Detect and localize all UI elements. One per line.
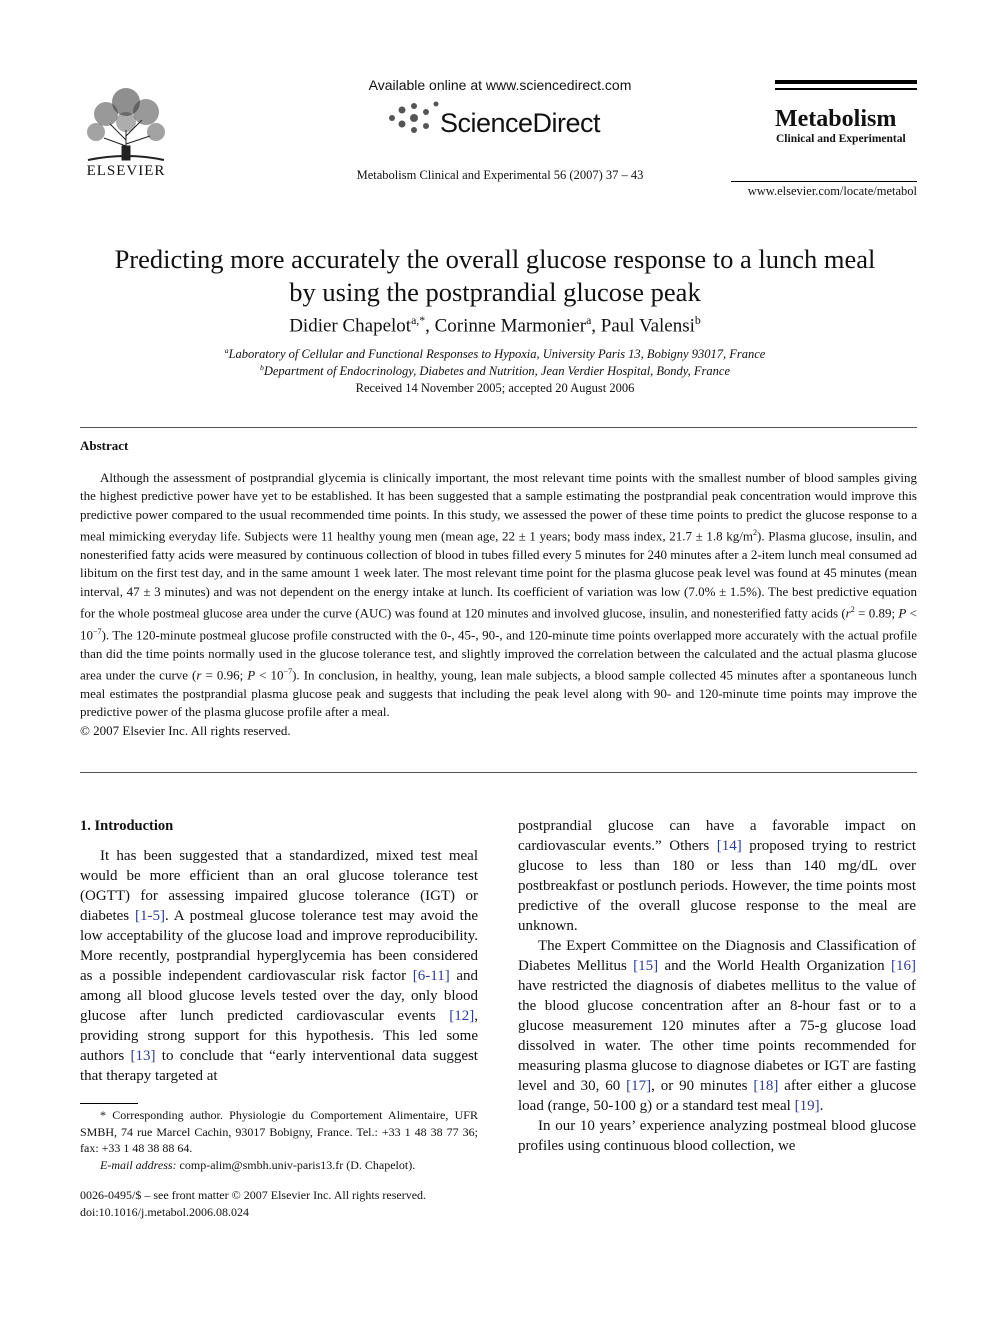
abstract-var: P <box>898 605 907 621</box>
body-text: . <box>819 1098 824 1114</box>
body-text: It has been suggested that a standardized, mixed test meal would be more efficient than an oral glucose tolerance test (OGTT) for assessing impaired glucose tolerance (IGT) or diabetes <box>80 848 478 924</box>
sciencedirect-wordmark: ScienceDirect <box>440 108 601 138</box>
author-sup: b <box>694 314 701 327</box>
body-text: postprandial glucose can have a favorable impact on cardiovascular events.” Others <box>518 818 916 854</box>
citation-link[interactable]: [12] <box>449 1008 475 1024</box>
abstract-text: ). Plasma glucose, insulin, and nonesterified fatty acids were measured by continuous collection of blood in tubes filled every 5 minutes for 240 minutes after a 2-item lunch meal consumed ad libitum on the first test day, and in the same amount 1 week later. The most relevant time point for the plasma glucose peak level was found at 45 minutes (mean interval, 47 ± 3 minutes) and was not dependent on the energy intake at lunch. Its coefficient of variation was low (7.0% ± 1.5%). The best predictive equation for the whole postmeal glucose area under the curve (AUC) was found at 120 minutes and involved glucose, insulin, and nonesterified fatty acids ( <box>80 528 917 621</box>
elsevier-wordmark: ELSEVIER <box>86 163 166 179</box>
corresponding-author-footnote <box>80 1107 478 1173</box>
citation-link[interactable]: [15] <box>633 958 659 974</box>
affiliation-text: Department of Endocrinology, Diabetes and Nutrition, Jean Verdier Hospital, Bondy, France <box>263 364 731 379</box>
citation-link[interactable]: [14] <box>716 838 742 854</box>
section-heading: 1. Introduction <box>80 818 174 834</box>
journal-brand-subtitle: Clinical and Experimental <box>776 133 906 145</box>
journal-brand-title: Metabolism <box>775 106 897 132</box>
footnote-rule <box>80 1103 138 1104</box>
abstract-var: r <box>845 605 851 621</box>
abstract-text: ). In conclusion, in healthy, young, lean male subjects, a blood sample collected 45 minutes after a spontaneous lunch meal estimates the postprandial plasma glucose peak and suggests that including the peak level along with 90- and 120-minute time points may improve the predictive power of the plasma glucose profile after a meal. <box>80 667 917 720</box>
body-paragraph: In our 10 years’ experience analyzing postmeal blood glucose profiles using continuous blood collection, we <box>518 1118 916 1154</box>
author-name: Paul Valensi <box>600 315 695 337</box>
abstract-text: = 0.96; <box>201 667 248 683</box>
brand-rule-thin <box>775 88 917 90</box>
abstract-copyright: © 2007 Elsevier Inc. All rights reserved. <box>80 722 291 738</box>
abstract-sup: −7 <box>283 667 293 677</box>
footnote-text: * Corresponding author. Physiologie du Comportement Alimentaire, UFR SMBH, 74 rue Marcel Cachin, 93017 Bobigny, France. Tel.: +33 1 48 38 77 36; fax: +33 1 48 38 88 64. <box>80 1108 478 1155</box>
body-text: to conclude that “early interventional data suggest that therapy targeted at <box>80 1048 478 1084</box>
body-paragraph <box>518 816 916 936</box>
body-column-left <box>80 846 478 1086</box>
citation-link[interactable]: [18] <box>753 1078 779 1094</box>
abstract-text: < 10 <box>80 605 917 643</box>
citation-link[interactable]: [16] <box>891 958 916 974</box>
abstract-var: r <box>196 667 202 683</box>
abstract-text: = 0.89; <box>854 605 899 621</box>
affiliation-b <box>0 363 990 379</box>
affiliation-sup: a <box>224 346 229 355</box>
brand-rule-thick <box>775 80 917 84</box>
body-text: . A postmeal glucose tolerance test may avoid the low acceptability of the glucose load and improve reproducibility. More recently, postprandial hyperglycemia has been considered as a possible independent cardiovascular risk factor <box>80 908 478 984</box>
abstract-bottom-rule <box>80 772 917 773</box>
citation-link[interactable]: [1-5] <box>135 908 165 924</box>
doi-line[interactable]: doi:10.1016/j.metabol.2006.08.024 <box>80 1204 249 1219</box>
citation-link[interactable]: [13] <box>130 1048 156 1064</box>
body-text: , providing strong support for this hypothesis. This led some authors <box>80 1008 478 1064</box>
citation-link[interactable]: [17] <box>626 1078 652 1094</box>
body-column-right <box>518 816 916 1156</box>
abstract-sup: 2 <box>850 605 855 615</box>
affiliation-text: Laboratory of Cellular and Functional Responses to Hypoxia, University Paris 13, Bobigny 93017, France <box>228 347 766 362</box>
body-text: and the World Health Organization <box>658 958 891 974</box>
body-text: , or 90 minutes <box>651 1078 754 1094</box>
front-matter <box>80 1187 478 1220</box>
issn-line: 0026-0495/$ – see front matter © 2007 Elsevier Inc. All rights reserved. <box>80 1188 427 1202</box>
email-address[interactable]: comp-alim@smbh.univ-paris13.fr (D. Chapelot). <box>176 1157 416 1172</box>
body-paragraph <box>518 936 916 1116</box>
abstract-var: P <box>247 667 256 683</box>
author-list: Didier Chapelot$^{a,*}$, Corinne Marmonier$^a$, Paul Valensi$^b$ <box>289 314 701 337</box>
abstract-text: < 10 <box>255 667 284 683</box>
received-dates: Received 14 November 2005; accepted 20 August 2006 <box>355 381 635 395</box>
affiliation-a <box>0 346 990 362</box>
citation-link[interactable]: [6-11] <box>412 968 450 984</box>
affiliation-sup: b <box>259 363 264 372</box>
abstract-sup: 2 <box>752 528 757 538</box>
abstract-heading: Abstract <box>80 438 129 453</box>
abstract-text: Although the assessment of postprandial glycemia is clinically important, the most relevant time points with the smallest number of blood samples giving the highest predictive power have yet to be established. It has been suggested that a sample estimating the postprandial peak concentration would improve this predictive power compared to the usual recommended time points. In this study, we assessed the power of these time points to predict the glucose response to a meal mimicking everyday life. Subjects were 11 healthy young men (mean age, 22 ± 1 years; body mass index, 21.7 ± 1.8 kg/m <box>80 470 917 544</box>
available-online-text: Available online at www.sciencedirect.com <box>368 77 632 93</box>
footnote-email-line <box>80 1157 478 1174</box>
author-name: Didier Chapelot <box>289 315 412 337</box>
body-text: have restricted the diagnosis of diabetes mellitus to the value of the blood glucose concentration after an 8-hour fast or to a glucose measurement 120 minutes after a 75-g glucose load dissolved in water. The other time points recommended for measuring plasma glucose to diagnose diabetes or IGT are fasting level and 30, 60 <box>518 978 916 1094</box>
abstract-text: ). The 120-minute postmeal glucose profile constructed with the 0-, 45-, 90-, and 120-minute time points overlapped more accurately with the actual profile than did the time points normally used in the glucose tolerance test, and slightly improved the correlation between the calculated and the actual plasma glucose area under the curve ( <box>80 627 917 683</box>
author-name: Corinne Marmonier <box>434 315 587 337</box>
email-label: E-mail address: <box>100 1157 177 1172</box>
article-title: Predicting more accurately the overall glucose response to a lunch meal by using the postprandial glucose peak <box>114 244 876 307</box>
citation-link[interactable]: [19] <box>794 1098 820 1114</box>
abstract-top-rule <box>80 427 917 428</box>
body-paragraph <box>80 846 478 1086</box>
journal-reference: Metabolism Clinical and Experimental 56 (2007) 37 – 43 <box>356 168 644 182</box>
body-text: after either a glucose load (range, 50-100 g) or a standard test meal <box>518 1078 916 1114</box>
body-text: proposed trying to restrict glucose to less than 180 or less than 140 mg/dL over postbreakfast or postlunch periods. However, the time points most predictive of the overall glucose response to the meal are unknown. <box>518 838 916 934</box>
body-text: The Expert Committee on the Diagnosis and Classification of Diabetes Mellitus <box>518 938 916 974</box>
author-sup: a,* <box>411 314 426 327</box>
abstract-sup: −7 <box>93 626 102 636</box>
abstract-body <box>80 469 917 740</box>
body-text: and among all blood glucose levels tested over the day, only blood glucose after lunch predicted cardiovascular events <box>80 968 478 1024</box>
journal-url-link[interactable]: www.elsevier.com/locate/metabol <box>747 184 917 198</box>
url-rule <box>731 181 917 182</box>
author-sup: a <box>586 314 592 327</box>
abstract-paragraph <box>80 469 917 722</box>
